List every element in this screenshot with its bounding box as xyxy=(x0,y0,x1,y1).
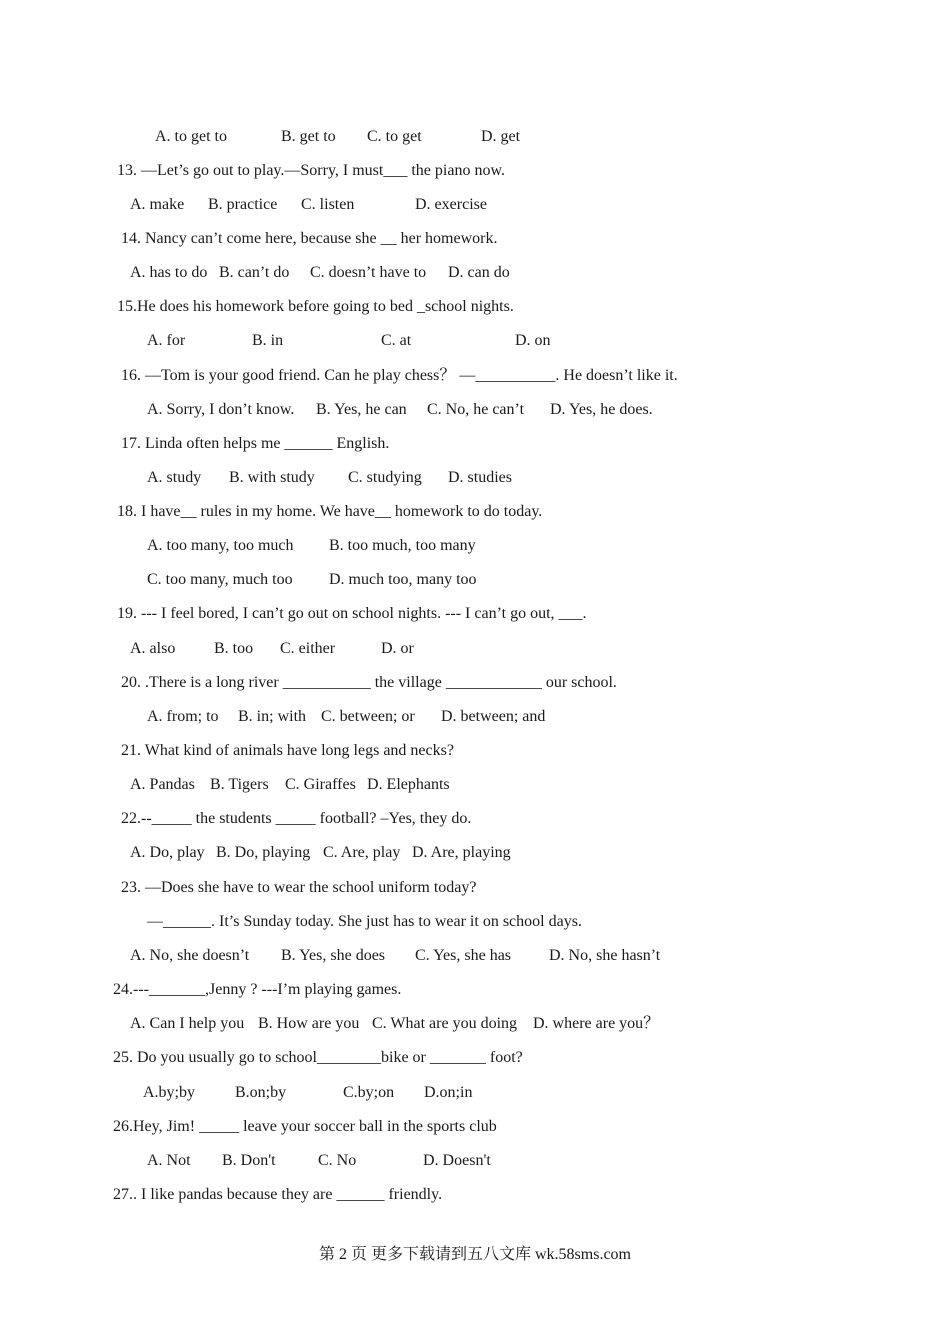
option-d: D. Elephants xyxy=(367,776,450,793)
option-d: D. exercise xyxy=(415,196,487,213)
option-d: D. much too, many too xyxy=(329,571,477,588)
option-d: D. between; and xyxy=(441,708,546,725)
option-b: B. Yes, he can xyxy=(316,401,407,418)
option-a: A. Not xyxy=(147,1152,191,1169)
option-b: B. with study xyxy=(229,469,315,486)
question-stem: 13. —Let’s go out to play.—Sorry, I must___ the piano now. xyxy=(117,162,505,179)
question-stem: 17. Linda often helps me ______ English. xyxy=(121,435,390,452)
option-a: A. has to do xyxy=(130,264,208,281)
option-d: D.on;in xyxy=(424,1084,473,1101)
option-c: C. to get xyxy=(367,128,422,145)
option-c: C.by;on xyxy=(343,1084,395,1101)
question-stem: 26.Hey, Jim! _____ leave your soccer ball in the sports club xyxy=(113,1118,497,1135)
question-stem: 16. —Tom is your good friend. Can he play chess？ —__________. He doesn’t like it. xyxy=(121,367,678,384)
option-d: D. where are you？ xyxy=(533,1015,660,1032)
question-stem: 27.. I like pandas because they are ______ friendly. xyxy=(113,1186,443,1203)
question-stem: 20. .There is a long river ___________ the village ____________ our school. xyxy=(121,674,617,691)
question-stem: 23. —Does she have to wear the school uniform today? xyxy=(121,879,477,896)
option-d: D. get xyxy=(481,128,521,145)
option-c: C. too many, much too xyxy=(147,571,293,588)
option-b: B. too xyxy=(214,640,254,657)
option-b: B. How are you xyxy=(258,1015,360,1032)
option-a: A. to get to xyxy=(155,128,227,145)
option-a: A. Do, play xyxy=(130,844,205,861)
option-b: B. in xyxy=(252,332,284,349)
option-b: B. Do, playing xyxy=(216,844,311,861)
option-c: C. at xyxy=(381,332,412,349)
question-stem: 24.---_______,Jenny ? ---I’m playing games. xyxy=(113,981,402,998)
option-c: C. between; or xyxy=(321,708,415,725)
option-c: C. either xyxy=(280,640,336,657)
option-a: A. from; to xyxy=(147,708,219,725)
option-d: D. can do xyxy=(448,264,510,281)
option-c: C. doesn’t have to xyxy=(310,264,427,281)
option-d: D. No, she hasn’t xyxy=(549,947,661,964)
question-stem-reply: —______. It’s Sunday today. She just has to wear it on school days. xyxy=(147,913,582,930)
option-b: B. too much, too many xyxy=(329,537,476,554)
option-b: B. practice xyxy=(208,196,278,213)
page-footer: 第 2 页 更多下载请到五八文库 wk.58sms.com xyxy=(318,1246,631,1263)
option-c: C. Yes, she has xyxy=(415,947,512,964)
question-stem: 18. I have__ rules in my home. We have__ homework to do today. xyxy=(117,503,543,520)
question-stem: 19. --- I feel bored, I can’t go out on school nights. --- I can’t go out, ___. xyxy=(117,605,587,622)
question-stem: 21. What kind of animals have long legs and necks? xyxy=(121,742,454,759)
option-d: D. Yes, he does. xyxy=(550,401,653,418)
option-b: B. can’t do xyxy=(219,264,290,281)
option-b: B. Don't xyxy=(222,1152,276,1169)
option-d: D. Doesn't xyxy=(423,1152,491,1169)
option-c: C. No, he can’t xyxy=(427,401,525,418)
option-c: C. studying xyxy=(348,469,422,486)
option-a: A. No, she doesn’t xyxy=(130,947,250,964)
option-c: C. What are you doing xyxy=(372,1015,518,1032)
option-d: D. Are, playing xyxy=(412,844,511,861)
option-a: A. Sorry, I don’t know. xyxy=(147,401,295,418)
option-a: A.by;by xyxy=(143,1084,195,1101)
option-b: B. Tigers xyxy=(210,776,269,793)
question-stem: 22.--_____ the students _____ football? –Yes, they do. xyxy=(121,810,472,827)
option-a: A. too many, too much xyxy=(147,537,294,554)
option-a: A. also xyxy=(130,640,176,657)
option-b: B.on;by xyxy=(235,1084,287,1101)
option-c: C. Are, play xyxy=(323,844,401,861)
option-b: B. in; with xyxy=(238,708,307,725)
option-a: A. study xyxy=(147,469,202,486)
option-c: C. No xyxy=(318,1152,357,1169)
option-c: C. Giraffes xyxy=(285,776,356,793)
option-b: B. Yes, she does xyxy=(281,947,386,964)
question-stem: 15.He does his homework before going to bed _school nights. xyxy=(117,298,514,315)
option-a: A. Pandas xyxy=(130,776,195,793)
option-c: C. listen xyxy=(301,196,355,213)
question-stem: 14. Nancy can’t come here, because she __ her homework. xyxy=(121,230,498,247)
question-stem: 25. Do you usually go to school________bike or _______ foot? xyxy=(113,1049,523,1066)
option-a: A. make xyxy=(130,196,185,213)
option-d: D. studies xyxy=(448,469,512,486)
option-b: B. get to xyxy=(281,128,336,145)
option-d: D. or xyxy=(381,640,414,657)
option-d: D. on xyxy=(515,332,551,349)
option-a: A. for xyxy=(147,332,186,349)
option-a: A. Can I help you xyxy=(130,1015,245,1032)
